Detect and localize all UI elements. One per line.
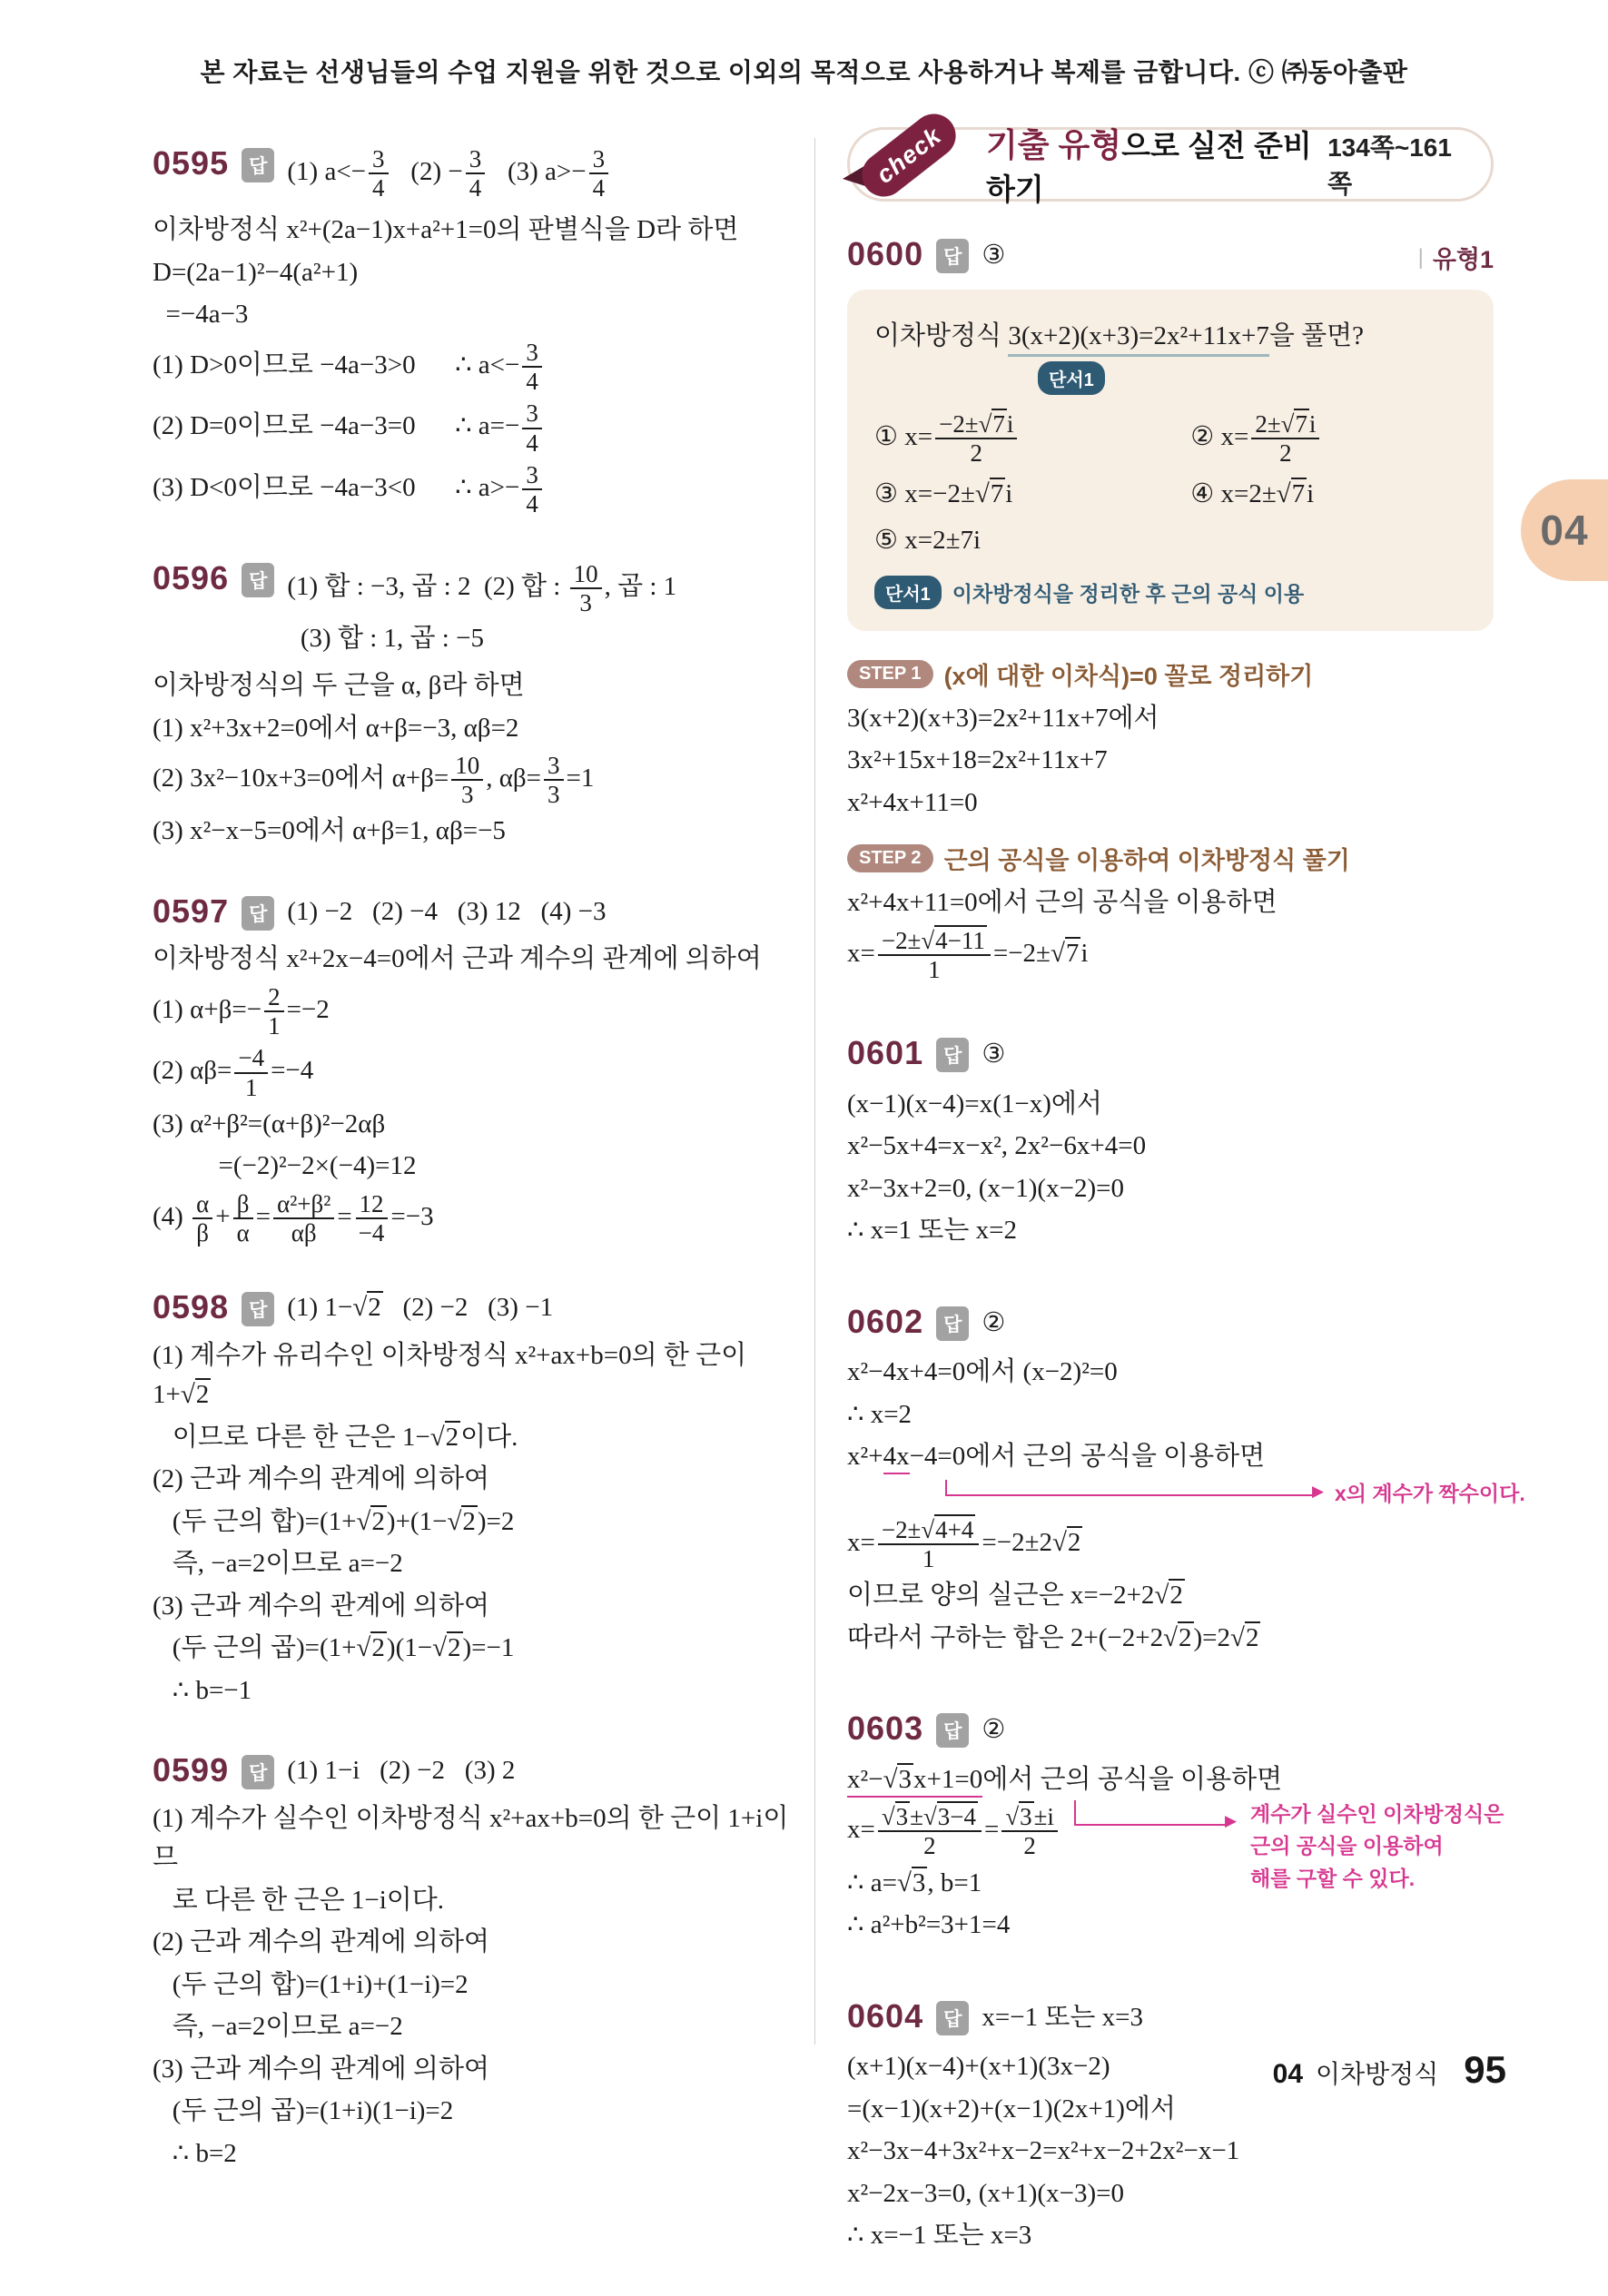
type-tag-bar: | [1417,244,1424,270]
problem-0598 [153,1287,802,1710]
annotation-elbow-line [945,1480,1315,1496]
text-line: (1) x²+3x+2=0에서 α+β=−3, αβ=2 [153,713,519,743]
type-tag [1418,240,1494,275]
text-line: ① x= $\frac{-2\pm√7i}{2}$ [874,409,1183,468]
text-line: 즉, −a=2이므로 a=−2 [153,2012,403,2042]
annotation-arrowhead-icon: ▶ [1225,1811,1238,1829]
text-line: ④ x=2±√7i [1190,478,1315,508]
problem-0595 [153,143,802,518]
text-line: x²−4x+4=0에서 (x−2)²=0 [847,1357,1118,1387]
text-line: (3) D<0이므로 −4a−3<0 ∴ a>− $\frac{3}{4}$ [153,460,802,518]
problem-number: 0601 [847,1034,924,1072]
solution-line-underlined [847,1760,1494,1800]
text-line: (3) x²−x−5=0에서 α+β=1, αβ=−5 [153,816,506,846]
text-line: =−4a−3 [153,300,249,330]
clue-badge-row [1038,361,1466,395]
annotation-arrowhead-icon: ▶ [1312,1482,1325,1500]
text-line: ∴ x=−1 또는 x=3 [847,2221,1032,2251]
answer-badge: 답 [242,1292,274,1326]
text-line: x²+4x+11=0 [847,787,978,817]
pink-annotation-row [847,1480,1525,1513]
answer-lines [287,143,802,203]
question-underlined: 3(x+2)(x+3)=2x²+11x+7 [1008,321,1269,357]
text-line: ⑤ x=2±7i [874,526,982,556]
clue-note [874,576,1466,609]
footer-chapter-title: 이차방정식 [1316,2060,1439,2088]
text-line: (2) D=0이므로 −4a−3=0 ∴ a=− $\frac{3}{4}$ [153,399,802,457]
text-line: 이차방정식 x²+(2a−1)x+a²+1=0의 판별식을 D라 하면 [153,215,739,245]
problem-header [153,143,802,203]
problem-header [847,1302,1494,1346]
question-line [874,315,1466,352]
chapter-side-tab [1521,479,1608,581]
text-line: x= $\frac{√3\pm√3-4}{2}$ = $\frac{√3\pm i}{2}$ [847,1802,1494,1860]
text-line: (두 근의 합)=(1+i)+(1−i)=2 [153,1969,469,1999]
problem-0604 [847,1996,1494,2256]
solution-with-annotation [847,1760,1504,1946]
text-line: ∴ x=1 또는 x=2 [847,1216,1017,1246]
text-line: (2) 근과 계수의 관계에 의하여 [153,1464,489,1494]
text-line: (3) 근과 계수의 관계에 의하여 [153,1591,489,1621]
chapter-side-tab-label: 04 [1540,507,1589,554]
text-line: (x+1)(x−4)+(x+1)(3x−2) [847,2052,1110,2082]
text-line: D=(2a−1)²−4(a²+1) [153,257,359,287]
question-suffix: 을 풀면? [1268,320,1365,350]
problem-header [153,1750,802,1792]
clue-note-badge: 단서1 [874,576,942,609]
check-ribbon-icon [837,112,973,216]
answer-lines [287,892,802,933]
text-line: (1) a<− $\frac{3}{4}$ (2) − $\frac{3}{4}$ (3) a>− $\frac{3}{4}$ [287,144,802,202]
text-line: (1) D>0이므로 −4a−3>0 ∴ a<− $\frac{3}{4}$ [153,338,802,396]
step2-title: 근의 공식을 이용하여 이차방정식 풀기 [943,847,1350,875]
copyright-disclaimer: 본 자료는 선생님들의 수업 지원을 위한 것으로 이외의 목적으로 사용하거나 복제를 금합니다. ⓒ ㈜동아출판 [200,58,1408,86]
text-line: x= $\frac{-2\pm√4-11}{1}$ =−2±√7i [847,926,1089,984]
answer-badge: 답 [242,563,274,597]
problem-number: 0598 [153,1288,230,1326]
text-line: 이차방정식 x²+2x−4=0에서 근과 계수의 관계에 의하여 [153,944,762,974]
step2-badge: STEP 2 [847,844,933,872]
text-line: 3(x+2)(x+3)=2x²+11x+7에서 [847,703,1159,733]
text-line: ∴ b=−1 [153,1675,252,1705]
text-line: 계수가 실수인 이차방정식은 [1250,1801,1504,1826]
annotation-text: x의 계수가 짝수이다. [1335,1481,1525,1505]
page-footer [1273,2048,1506,2092]
problem-header [153,558,802,659]
text-line: x²−3x+2=0, (x−1)(x−2)=0 [847,1173,1124,1203]
problem-header [847,1709,1494,1753]
problem-number: 0600 [847,235,924,272]
problem-header [847,234,1494,279]
text-line: ∴ x=2 [847,1399,913,1429]
text-line: =(x−1)(x+2)+(x−1)(2x+1)에서 [847,2094,1176,2124]
footer-chapter-number: 04 [1272,2059,1304,2089]
step2-lines [847,883,1494,984]
answer-lines [287,1287,802,1329]
problem-0601 [847,1033,1494,1251]
text-line: (2) 3x²−10x+3=0에서 α+β= $\frac{10}{3}$ , αβ= $\frac{3}{3}$ =1 [153,752,595,809]
text-line: x²+4x+11=0에서 근의 공식을 이용하면 [847,888,1278,918]
text-line: (1) 합 : −3, 곱 : 2 (2) 합 : $\frac{10}{3}$ , 곱 : 1 [287,560,677,617]
solution-line-underlined [847,1437,1494,1477]
text-line: 로 다른 한 근은 1−i이다. [153,1885,445,1915]
text-line: ∴ a=√3, b=1 [847,1867,982,1897]
problem-0603 [847,1709,1504,1945]
text-line: ∴ a²+b²=3+1=4 [847,1910,1011,1940]
problem-number: 0595 [153,144,230,182]
section-title-rest: 으로 실전 준비하기 [986,129,1312,206]
answer-badge: 답 [936,1038,969,1072]
question-prefix: 이차방정식 [874,320,1009,350]
problem-number: 0597 [153,892,230,930]
text-line: (1) 1−√2 (2) −2 (3) −1 [287,1293,554,1323]
solution-lines [153,211,802,518]
footer-page-number: 95 [1464,2048,1506,2091]
answer-badge: 답 [242,1755,274,1789]
text-line: (두 근의 곱)=(1+√2)(1−√2)=−1 [153,1633,515,1663]
text-line: x²−2x−3=0, (x+1)(x−3)=0 [847,2178,1124,2208]
text-line: ② x= $\frac{2\pm√7i}{2}$ [1190,409,1466,468]
text-line: (1) 계수가 실수인 이차방정식 x²+ax+b=0의 한 근이 1+i이므 [153,1803,789,1873]
solution-lines [847,1085,1494,1251]
left-column [153,143,802,2213]
section-header-pill [847,121,1494,206]
text-line: 이므로 다른 한 근은 1−√2이다. [153,1422,518,1452]
problem-header [153,892,802,933]
answer-badge: 답 [936,1713,969,1748]
step1-badge: STEP 1 [847,660,933,688]
text-line: 이차방정식의 두 근을 α, β라 하면 [153,671,525,701]
problem-0596 [153,558,802,852]
step1-lines [847,699,1494,823]
answer-value: x=−1 또는 x=3 [982,2002,1143,2032]
text-line: 해를 구할 수 있다. [1250,1867,1416,1890]
text-line: (x−1)(x−4)=x(1−x)에서 [847,1089,1102,1118]
column-divider [814,138,815,2045]
clue-badge: 단서1 [1038,361,1105,395]
options-grid [874,408,1466,563]
text-line: 즉, −a=2이므로 a=−2 [153,1549,403,1579]
text-line: (1) 1−i (2) −2 (3) 2 [287,1756,516,1786]
text-line: (1) 계수가 유리수인 이차방정식 x²+ax+b=0의 한 근이 1+√2 [153,1340,754,1410]
problem-0597 [153,892,802,1247]
text-line: ∴ b=2 [153,2138,237,2168]
problem-number: 0596 [153,559,230,597]
step2-header [847,841,1494,876]
solution-lines [153,666,802,852]
solution-lines-b [847,1515,1494,1658]
annotation-text-block [1250,1798,1523,1896]
text-line: =(−2)²−2×(−4)=12 [153,1151,417,1181]
annotation-elbow-line [1074,1800,1228,1826]
answer-badge: 답 [936,1306,969,1341]
text-line: (두 근의 합)=(1+√2)+(1−√2)=2 [153,1506,515,1536]
problem-0600 [847,234,1494,984]
problem-0602 [847,1302,1525,1658]
answer-badge: 답 [242,896,274,931]
problem-number: 0599 [153,1751,230,1789]
answer-value: ② [982,1307,1006,1337]
text-line: (두 근의 곱)=(1+i)(1−i)=2 [153,2096,454,2126]
text-line: 3x²+15x+18=2x²+11x+7 [847,745,1108,775]
step1-title: (x에 대한 이차식)=0 꼴로 정리하기 [943,662,1314,690]
clue-note-text: 이차방정식을 정리한 후 근의 공식 이용 [952,581,1305,606]
text-line: (2) αβ= $\frac{-4}{1}$ =−4 [153,1044,314,1101]
ribbon-tail-icon [843,155,883,192]
line-underlined-term: 4x [883,1442,910,1474]
problem-number: 0603 [847,1710,924,1748]
text-line: (1) −2 (2) −4 (3) 12 (4) −3 [287,896,607,926]
right-column [847,121,1525,2296]
text-line: (4) $\frac{\alpha}{\beta}$ + $\frac{\beta}{\alpha}$ = $\frac{\text{α²+β²}}{\alpha\beta}$ = $\frac{12}{-4}$ =−3 [153,1189,434,1247]
check-label: check [853,105,965,205]
line-post: 에서 근의 공식을 이용하면 [982,1764,1283,1794]
problem-header [153,1287,802,1329]
line-pre: x²+ [847,1442,883,1472]
line-post: −4=0에서 근의 공식을 이용하면 [909,1442,1266,1472]
text-line: x= $\frac{-2\pm√4+4}{1}$ =−2±2√2 [847,1515,1081,1573]
answer-badge: 답 [936,239,969,273]
text-line: ③ x=−2±√7i [874,478,1013,508]
answer-badge: 답 [242,148,274,182]
solution-lines [153,1336,802,1711]
type-tag-label: 유형1 [1432,246,1494,273]
problem-0599 [153,1750,802,2173]
problem-header [847,1033,1494,1078]
text-line: x²−3x−4+3x²+x−2=x²+x−2+2x²−x−1 [847,2136,1240,2166]
answer-value: ② [982,1715,1006,1745]
solution-lines-a [847,1353,1494,1434]
line-underlined-term: x²−√3x+1=0 [847,1765,982,1798]
section-page-range: 134쪽~161쪽 [1327,133,1452,198]
answer-badge: 답 [936,2001,969,2035]
section-title-accent: 기출 유형 [986,126,1122,163]
solution-lines [153,1799,802,2174]
answer-lines [287,558,802,659]
problem-number: 0604 [847,1996,924,2035]
text-line: 이므로 양의 실근은 x=−2+2√2 [847,1581,1183,1611]
text-line: (3) α²+β²=(α+β)²−2αβ [153,1109,386,1138]
question-box [847,290,1494,631]
text-line: (3) 근과 계수의 관계에 의하여 [153,2054,489,2084]
section-title [986,120,1327,209]
text-line: 따라서 구하는 합은 2+(−2+2√2)=2√2 [847,1622,1259,1652]
text-line: (3) 합 : 1, 곱 : −5 [287,623,484,653]
solution-lines [153,940,802,1247]
text-line: x²−5x+4=x−x², 2x²−6x+4=0 [847,1131,1147,1161]
answer-value: ③ [982,241,1006,270]
problem-header [847,1996,1494,2041]
text-line: (2) 근과 계수의 관계에 의하여 [153,1927,489,1957]
text-line: (1) α+β=− $\frac{2}{1}$ =−2 [153,982,330,1040]
problem-number: 0602 [847,1302,924,1340]
answer-lines [287,1750,802,1792]
answer-value: ③ [982,1040,1006,1069]
step1-header [847,656,1494,692]
text-line: 근의 공식을 이용하여 [1250,1834,1444,1858]
